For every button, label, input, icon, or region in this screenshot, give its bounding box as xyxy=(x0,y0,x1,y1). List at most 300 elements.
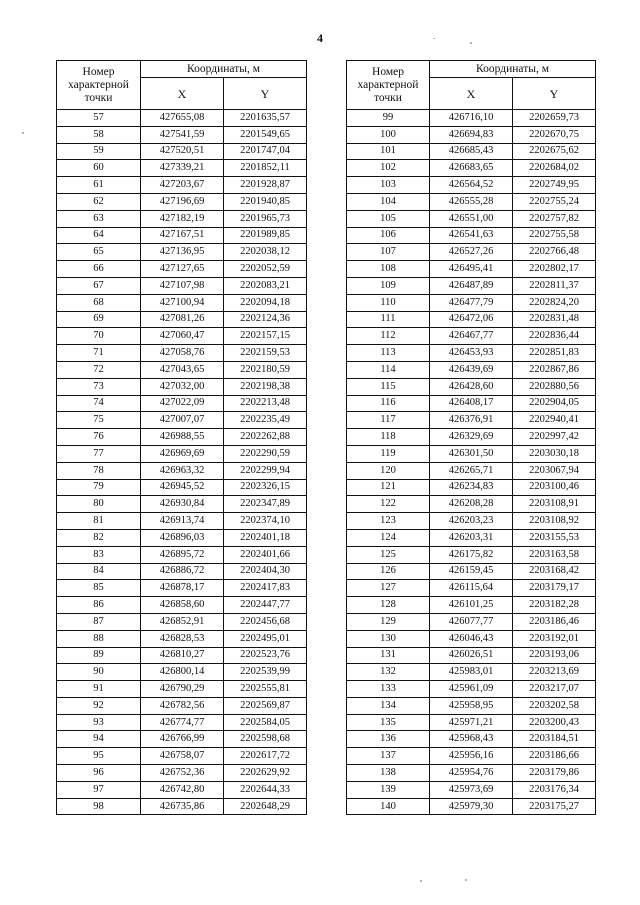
x-coordinate-cell: 426175,82 xyxy=(430,546,513,563)
y-coordinate-cell: 2202617,72 xyxy=(224,748,307,765)
table-row xyxy=(57,160,307,177)
header-point-number: Номер характерной точки xyxy=(347,61,430,110)
point-number-cell: 115 xyxy=(347,378,430,395)
x-coordinate-cell: 426694,83 xyxy=(430,126,513,143)
x-coordinate-cell: 426828,53 xyxy=(141,630,224,647)
table-row xyxy=(347,177,596,194)
x-coordinate-cell: 425979,30 xyxy=(430,798,513,815)
y-coordinate-cell: 2202262,88 xyxy=(224,429,307,446)
table-row xyxy=(57,597,307,614)
y-coordinate-cell: 2202755,24 xyxy=(513,193,596,210)
table-row xyxy=(347,445,596,462)
point-number-cell: 132 xyxy=(347,664,430,681)
table-row xyxy=(57,429,307,446)
y-coordinate-cell: 2202157,15 xyxy=(224,328,307,345)
point-number-cell: 111 xyxy=(347,311,430,328)
y-coordinate-cell: 2202659,73 xyxy=(513,110,596,127)
y-coordinate-cell: 2202802,17 xyxy=(513,261,596,278)
point-number-cell: 73 xyxy=(57,378,141,395)
point-number-cell: 121 xyxy=(347,479,430,496)
table-row xyxy=(347,160,596,177)
x-coordinate-cell: 426716,10 xyxy=(430,110,513,127)
x-coordinate-cell: 426752,36 xyxy=(141,765,224,782)
point-number-cell: 65 xyxy=(57,244,141,261)
table-row xyxy=(347,345,596,362)
point-number-cell: 57 xyxy=(57,110,141,127)
table-row xyxy=(347,798,596,815)
table-row xyxy=(57,244,307,261)
table-row xyxy=(347,613,596,630)
point-number-cell: 66 xyxy=(57,261,141,278)
y-coordinate-cell: 2202766,48 xyxy=(513,244,596,261)
point-number-cell: 94 xyxy=(57,731,141,748)
x-coordinate-cell: 426477,79 xyxy=(430,294,513,311)
x-coordinate-cell: 426852,91 xyxy=(141,613,224,630)
y-coordinate-cell: 2202404,30 xyxy=(224,563,307,580)
point-number-cell: 139 xyxy=(347,781,430,798)
x-coordinate-cell: 426913,74 xyxy=(141,513,224,530)
x-coordinate-cell: 427032,00 xyxy=(141,378,224,395)
point-number-cell: 107 xyxy=(347,244,430,261)
table-row xyxy=(57,630,307,647)
table-row xyxy=(57,765,307,782)
y-coordinate-cell: 2202094,18 xyxy=(224,294,307,311)
point-number-cell: 116 xyxy=(347,395,430,412)
table-row xyxy=(57,563,307,580)
table-row xyxy=(57,513,307,530)
table-row xyxy=(57,227,307,244)
y-coordinate-cell: 2202456,68 xyxy=(224,613,307,630)
x-coordinate-cell: 426472,06 xyxy=(430,311,513,328)
x-coordinate-cell: 426428,60 xyxy=(430,378,513,395)
y-coordinate-cell: 2202670,75 xyxy=(513,126,596,143)
y-coordinate-cell: 2202644,33 xyxy=(224,781,307,798)
header-x: X xyxy=(141,78,224,110)
x-coordinate-cell: 427127,65 xyxy=(141,261,224,278)
table-row xyxy=(347,395,596,412)
table-row xyxy=(57,613,307,630)
x-coordinate-cell: 425968,43 xyxy=(430,731,513,748)
x-coordinate-cell: 426758,07 xyxy=(141,748,224,765)
point-number-cell: 114 xyxy=(347,361,430,378)
x-coordinate-cell: 426858,60 xyxy=(141,597,224,614)
x-coordinate-cell: 425958,95 xyxy=(430,697,513,714)
x-coordinate-cell: 426203,23 xyxy=(430,513,513,530)
x-coordinate-cell: 427203,67 xyxy=(141,177,224,194)
table-row xyxy=(57,580,307,597)
point-number-cell: 104 xyxy=(347,193,430,210)
point-number-cell: 97 xyxy=(57,781,141,798)
table-row xyxy=(57,781,307,798)
y-coordinate-cell: 2203186,66 xyxy=(513,748,596,765)
table-row xyxy=(347,731,596,748)
x-coordinate-cell: 425973,69 xyxy=(430,781,513,798)
x-coordinate-cell: 426376,91 xyxy=(430,412,513,429)
table-row xyxy=(57,193,307,210)
y-coordinate-cell: 2202374,10 xyxy=(224,513,307,530)
x-coordinate-cell: 426301,50 xyxy=(430,445,513,462)
point-number-cell: 126 xyxy=(347,563,430,580)
point-number-cell: 86 xyxy=(57,597,141,614)
y-coordinate-cell: 2203202,58 xyxy=(513,697,596,714)
x-coordinate-cell: 426886,72 xyxy=(141,563,224,580)
y-coordinate-cell: 2203108,91 xyxy=(513,496,596,513)
table-row xyxy=(347,664,596,681)
point-number-cell: 81 xyxy=(57,513,141,530)
y-coordinate-cell: 2202447,77 xyxy=(224,597,307,614)
table-row xyxy=(347,126,596,143)
x-coordinate-cell: 426782,56 xyxy=(141,697,224,714)
y-coordinate-cell: 2203168,42 xyxy=(513,563,596,580)
point-number-cell: 122 xyxy=(347,496,430,513)
y-coordinate-cell: 2202539,99 xyxy=(224,664,307,681)
point-number-cell: 87 xyxy=(57,613,141,630)
y-coordinate-cell: 2202083,21 xyxy=(224,277,307,294)
x-coordinate-cell: 427100,94 xyxy=(141,294,224,311)
x-coordinate-cell: 426467,77 xyxy=(430,328,513,345)
y-coordinate-cell: 2203193,06 xyxy=(513,647,596,664)
point-number-cell: 128 xyxy=(347,597,430,614)
table-row xyxy=(57,378,307,395)
point-number-cell: 120 xyxy=(347,462,430,479)
x-coordinate-cell: 425983,01 xyxy=(430,664,513,681)
table-row xyxy=(347,597,596,614)
point-number-cell: 130 xyxy=(347,630,430,647)
x-coordinate-cell: 427655,08 xyxy=(141,110,224,127)
y-coordinate-cell: 2202401,18 xyxy=(224,529,307,546)
y-coordinate-cell: 2202401,66 xyxy=(224,546,307,563)
point-number-cell: 61 xyxy=(57,177,141,194)
x-coordinate-cell: 427043,65 xyxy=(141,361,224,378)
y-coordinate-cell: 2203176,34 xyxy=(513,781,596,798)
table-row xyxy=(347,479,596,496)
point-number-cell: 110 xyxy=(347,294,430,311)
table-row xyxy=(57,294,307,311)
x-coordinate-cell: 427107,98 xyxy=(141,277,224,294)
point-number-cell: 93 xyxy=(57,714,141,731)
point-number-cell: 83 xyxy=(57,546,141,563)
x-coordinate-cell: 426046,43 xyxy=(430,630,513,647)
point-number-cell: 77 xyxy=(57,445,141,462)
x-coordinate-cell: 425971,21 xyxy=(430,714,513,731)
x-coordinate-cell: 426564,52 xyxy=(430,177,513,194)
header-x: X xyxy=(430,78,513,110)
x-coordinate-cell: 426988,55 xyxy=(141,429,224,446)
x-coordinate-cell: 426896,03 xyxy=(141,529,224,546)
x-coordinate-cell: 427182,19 xyxy=(141,210,224,227)
point-number-cell: 69 xyxy=(57,311,141,328)
x-coordinate-cell: 427058,76 xyxy=(141,345,224,362)
table-row xyxy=(57,664,307,681)
x-coordinate-cell: 426555,28 xyxy=(430,193,513,210)
x-coordinate-cell: 426453,93 xyxy=(430,345,513,362)
x-coordinate-cell: 425956,16 xyxy=(430,748,513,765)
x-coordinate-cell: 427007,07 xyxy=(141,412,224,429)
y-coordinate-cell: 2203067,94 xyxy=(513,462,596,479)
point-number-cell: 75 xyxy=(57,412,141,429)
point-number-cell: 78 xyxy=(57,462,141,479)
scan-speck xyxy=(470,42,472,44)
x-coordinate-cell: 426810,27 xyxy=(141,647,224,664)
table-row xyxy=(347,546,596,563)
y-coordinate-cell: 2202598,68 xyxy=(224,731,307,748)
y-coordinate-cell: 2202038,12 xyxy=(224,244,307,261)
y-coordinate-cell: 2203108,92 xyxy=(513,513,596,530)
x-coordinate-cell: 426527,26 xyxy=(430,244,513,261)
x-coordinate-cell: 426234,83 xyxy=(430,479,513,496)
table-row xyxy=(57,311,307,328)
point-number-cell: 58 xyxy=(57,126,141,143)
table-row xyxy=(347,328,596,345)
table-row xyxy=(347,748,596,765)
point-number-cell: 134 xyxy=(347,697,430,714)
y-coordinate-cell: 2203030,18 xyxy=(513,445,596,462)
x-coordinate-cell: 427167,51 xyxy=(141,227,224,244)
y-coordinate-cell: 2202904,05 xyxy=(513,395,596,412)
table-row xyxy=(347,294,596,311)
table-row xyxy=(347,311,596,328)
point-number-cell: 96 xyxy=(57,765,141,782)
scan-speck xyxy=(465,879,467,881)
page-number: 4 xyxy=(317,31,323,45)
x-coordinate-cell: 426026,51 xyxy=(430,647,513,664)
point-number-cell: 72 xyxy=(57,361,141,378)
table-row xyxy=(57,143,307,160)
x-coordinate-cell: 426742,80 xyxy=(141,781,224,798)
x-coordinate-cell: 427196,69 xyxy=(141,193,224,210)
x-coordinate-cell: 426439,69 xyxy=(430,361,513,378)
table-row xyxy=(57,412,307,429)
point-number-cell: 123 xyxy=(347,513,430,530)
point-number-cell: 82 xyxy=(57,529,141,546)
table-row xyxy=(347,429,596,446)
y-coordinate-cell: 2202880,56 xyxy=(513,378,596,395)
x-coordinate-cell: 426790,29 xyxy=(141,681,224,698)
point-number-cell: 102 xyxy=(347,160,430,177)
coordinates-table-right xyxy=(346,60,596,815)
y-coordinate-cell: 2201747,04 xyxy=(224,143,307,160)
point-number-cell: 135 xyxy=(347,714,430,731)
table-row xyxy=(57,546,307,563)
y-coordinate-cell: 2203192,01 xyxy=(513,630,596,647)
table-row xyxy=(347,193,596,210)
table-row xyxy=(347,261,596,278)
y-coordinate-cell: 2202584,05 xyxy=(224,714,307,731)
table-row xyxy=(57,462,307,479)
x-coordinate-cell: 427339,21 xyxy=(141,160,224,177)
header-coordinates: Координаты, м xyxy=(141,61,307,78)
y-coordinate-cell: 2202836,44 xyxy=(513,328,596,345)
table-row xyxy=(347,210,596,227)
table-row xyxy=(347,378,596,395)
y-coordinate-cell: 2202198,38 xyxy=(224,378,307,395)
point-number-cell: 125 xyxy=(347,546,430,563)
table-row xyxy=(57,798,307,815)
table-row xyxy=(57,748,307,765)
table-row xyxy=(347,765,596,782)
x-coordinate-cell: 426945,52 xyxy=(141,479,224,496)
x-coordinate-cell: 426766,99 xyxy=(141,731,224,748)
point-number-cell: 100 xyxy=(347,126,430,143)
table-row xyxy=(347,277,596,294)
x-coordinate-cell: 426329,69 xyxy=(430,429,513,446)
y-coordinate-cell: 2202124,36 xyxy=(224,311,307,328)
y-coordinate-cell: 2202629,92 xyxy=(224,765,307,782)
point-number-cell: 79 xyxy=(57,479,141,496)
x-coordinate-cell: 427520,51 xyxy=(141,143,224,160)
point-number-cell: 70 xyxy=(57,328,141,345)
point-number-cell: 131 xyxy=(347,647,430,664)
table-row xyxy=(57,529,307,546)
point-number-cell: 119 xyxy=(347,445,430,462)
table-row xyxy=(347,647,596,664)
x-coordinate-cell: 426683,65 xyxy=(430,160,513,177)
point-number-cell: 88 xyxy=(57,630,141,647)
x-coordinate-cell: 426208,28 xyxy=(430,496,513,513)
point-number-cell: 140 xyxy=(347,798,430,815)
point-number-cell: 90 xyxy=(57,664,141,681)
table-row xyxy=(57,261,307,278)
point-number-cell: 64 xyxy=(57,227,141,244)
x-coordinate-cell: 426541,63 xyxy=(430,227,513,244)
y-coordinate-cell: 2201635,57 xyxy=(224,110,307,127)
table-row xyxy=(347,412,596,429)
scan-speck xyxy=(420,880,422,882)
table-row xyxy=(57,647,307,664)
x-coordinate-cell: 426101,25 xyxy=(430,597,513,614)
table-row xyxy=(57,177,307,194)
y-coordinate-cell: 2203100,46 xyxy=(513,479,596,496)
y-coordinate-cell: 2202052,59 xyxy=(224,261,307,278)
x-coordinate-cell: 426115,64 xyxy=(430,580,513,597)
x-coordinate-cell: 426077,77 xyxy=(430,613,513,630)
y-coordinate-cell: 2203186,46 xyxy=(513,613,596,630)
y-coordinate-cell: 2203217,07 xyxy=(513,681,596,698)
table-row xyxy=(347,361,596,378)
y-coordinate-cell: 2201549,65 xyxy=(224,126,307,143)
y-coordinate-cell: 2202831,48 xyxy=(513,311,596,328)
y-coordinate-cell: 2202235,49 xyxy=(224,412,307,429)
point-number-cell: 98 xyxy=(57,798,141,815)
table-row xyxy=(347,244,596,261)
y-coordinate-cell: 2202684,02 xyxy=(513,160,596,177)
y-coordinate-cell: 2202824,20 xyxy=(513,294,596,311)
point-number-cell: 103 xyxy=(347,177,430,194)
y-coordinate-cell: 2202523,76 xyxy=(224,647,307,664)
y-coordinate-cell: 2202757,82 xyxy=(513,210,596,227)
y-coordinate-cell: 2203179,17 xyxy=(513,580,596,597)
scan-speck xyxy=(22,132,24,134)
y-coordinate-cell: 2202213,48 xyxy=(224,395,307,412)
point-number-cell: 91 xyxy=(57,681,141,698)
y-coordinate-cell: 2203163,58 xyxy=(513,546,596,563)
x-coordinate-cell: 427060,47 xyxy=(141,328,224,345)
y-coordinate-cell: 2202997,42 xyxy=(513,429,596,446)
x-coordinate-cell: 426774,77 xyxy=(141,714,224,731)
x-coordinate-cell: 426551,00 xyxy=(430,210,513,227)
x-coordinate-cell: 426963,32 xyxy=(141,462,224,479)
table-row xyxy=(57,445,307,462)
point-number-cell: 60 xyxy=(57,160,141,177)
x-coordinate-cell: 426408,17 xyxy=(430,395,513,412)
point-number-cell: 129 xyxy=(347,613,430,630)
y-coordinate-cell: 2203182,28 xyxy=(513,597,596,614)
y-coordinate-cell: 2202555,81 xyxy=(224,681,307,698)
x-coordinate-cell: 426800,14 xyxy=(141,664,224,681)
x-coordinate-cell: 426203,31 xyxy=(430,529,513,546)
point-number-cell: 85 xyxy=(57,580,141,597)
x-coordinate-cell: 426495,41 xyxy=(430,261,513,278)
table-row xyxy=(57,277,307,294)
y-coordinate-cell: 2202940,41 xyxy=(513,412,596,429)
y-coordinate-cell: 2202867,86 xyxy=(513,361,596,378)
y-coordinate-cell: 2201989,85 xyxy=(224,227,307,244)
y-coordinate-cell: 2201928,87 xyxy=(224,177,307,194)
table-row xyxy=(347,563,596,580)
table-row xyxy=(347,697,596,714)
y-coordinate-cell: 2202299,94 xyxy=(224,462,307,479)
table-row xyxy=(57,328,307,345)
x-coordinate-cell: 425961,09 xyxy=(430,681,513,698)
point-number-cell: 118 xyxy=(347,429,430,446)
point-number-cell: 117 xyxy=(347,412,430,429)
x-coordinate-cell: 426735,86 xyxy=(141,798,224,815)
point-number-cell: 95 xyxy=(57,748,141,765)
point-number-cell: 106 xyxy=(347,227,430,244)
table-row xyxy=(57,496,307,513)
y-coordinate-cell: 2202495,01 xyxy=(224,630,307,647)
table-row xyxy=(57,345,307,362)
point-number-cell: 127 xyxy=(347,580,430,597)
point-number-cell: 137 xyxy=(347,748,430,765)
table-row xyxy=(57,731,307,748)
table-row xyxy=(347,110,596,127)
point-number-cell: 89 xyxy=(57,647,141,664)
y-coordinate-cell: 2203213,69 xyxy=(513,664,596,681)
x-coordinate-cell: 426930,84 xyxy=(141,496,224,513)
x-coordinate-cell: 427081,26 xyxy=(141,311,224,328)
x-coordinate-cell: 426878,17 xyxy=(141,580,224,597)
x-coordinate-cell: 426685,43 xyxy=(430,143,513,160)
point-number-cell: 71 xyxy=(57,345,141,362)
y-coordinate-cell: 2201965,73 xyxy=(224,210,307,227)
table-row xyxy=(347,143,596,160)
table-row xyxy=(347,714,596,731)
point-number-cell: 62 xyxy=(57,193,141,210)
point-number-cell: 59 xyxy=(57,143,141,160)
y-coordinate-cell: 2202851,83 xyxy=(513,345,596,362)
point-number-cell: 136 xyxy=(347,731,430,748)
table-row xyxy=(57,714,307,731)
point-number-cell: 67 xyxy=(57,277,141,294)
y-coordinate-cell: 2202347,89 xyxy=(224,496,307,513)
table-row xyxy=(57,110,307,127)
point-number-cell: 105 xyxy=(347,210,430,227)
x-coordinate-cell: 426265,71 xyxy=(430,462,513,479)
point-number-cell: 124 xyxy=(347,529,430,546)
y-coordinate-cell: 2202180,59 xyxy=(224,361,307,378)
point-number-cell: 113 xyxy=(347,345,430,362)
table-row xyxy=(347,781,596,798)
y-coordinate-cell: 2202648,29 xyxy=(224,798,307,815)
table-row xyxy=(57,681,307,698)
point-number-cell: 80 xyxy=(57,496,141,513)
table-row xyxy=(347,496,596,513)
y-coordinate-cell: 2202417,83 xyxy=(224,580,307,597)
table-row xyxy=(57,361,307,378)
y-coordinate-cell: 2203175,27 xyxy=(513,798,596,815)
header-y: Y xyxy=(513,78,596,110)
